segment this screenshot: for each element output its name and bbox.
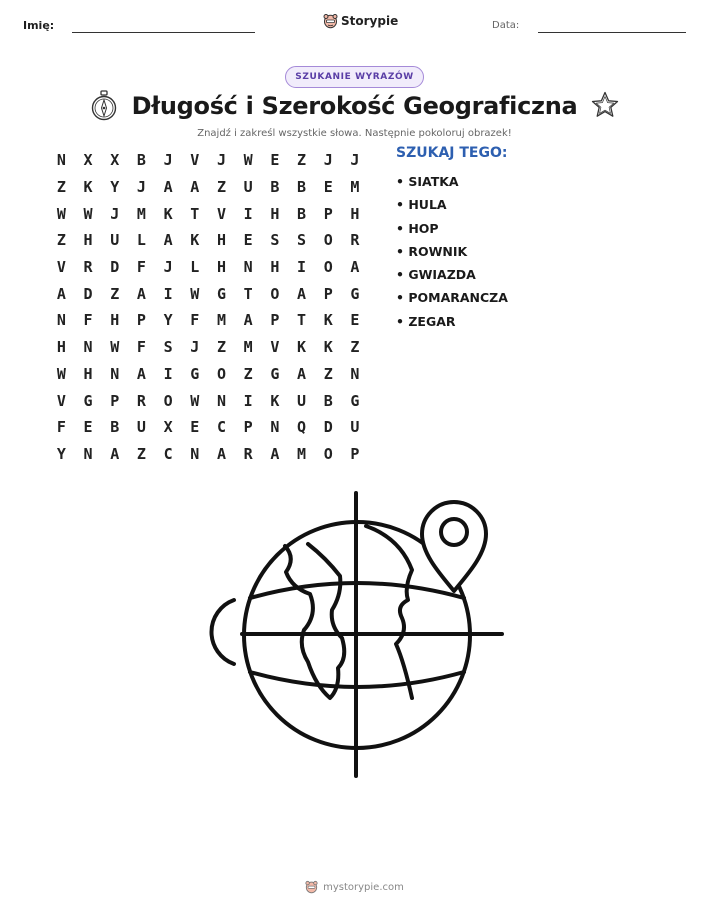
grid-cell: G: [350, 284, 360, 303]
grid-cell: K: [270, 391, 280, 410]
grid-cell: A: [163, 178, 173, 197]
grid-cell: W: [190, 284, 200, 303]
grid-cell: Z: [56, 178, 66, 197]
grid-cell: U: [297, 391, 307, 410]
globe-with-location-pin-icon: [190, 488, 510, 783]
grid-cell: A: [136, 364, 146, 383]
grid-cell: G: [270, 364, 280, 383]
grid-cell: P: [110, 391, 120, 410]
grid-cell: O: [163, 391, 173, 410]
grid-cell: H: [56, 338, 66, 357]
grid-cell: P: [350, 444, 360, 463]
grid-cell: J: [163, 258, 173, 277]
grid-cell: Z: [323, 364, 333, 383]
grid-cell: X: [83, 151, 93, 170]
grid-cell: V: [56, 258, 66, 277]
grid-cell: W: [56, 204, 66, 223]
grid-cell: W: [243, 151, 253, 170]
grid-cell: P: [270, 311, 280, 330]
grid-cell: J: [110, 204, 120, 223]
grid-cell: H: [350, 204, 360, 223]
grid-cell: B: [270, 178, 280, 197]
grid-cell: G: [190, 364, 200, 383]
grid-cell: I: [163, 284, 173, 303]
grid-cell: W: [56, 364, 66, 383]
grid-cell: H: [216, 231, 226, 250]
grid-cell: S: [297, 231, 307, 250]
grid-cell: J: [350, 151, 360, 170]
grid-cell: F: [190, 311, 200, 330]
brand-logo: [323, 13, 398, 29]
grid-cell: O: [323, 231, 333, 250]
word-item: • POMARANCZA: [396, 290, 508, 306]
grid-cell: H: [270, 204, 280, 223]
grid-cell: O: [323, 444, 333, 463]
grid-cell: Q: [297, 418, 307, 437]
word-item: • GWIAZDA: [396, 267, 476, 283]
grid-cell: O: [323, 258, 333, 277]
grid-cell: W: [83, 204, 93, 223]
grid-cell: T: [243, 284, 253, 303]
brand-name: Storypie: [341, 14, 399, 28]
grid-cell: X: [163, 418, 173, 437]
grid-cell: H: [110, 311, 120, 330]
grid-cell: N: [110, 364, 120, 383]
grid-cell: W: [190, 391, 200, 410]
grid-cell: D: [323, 418, 333, 437]
grid-cell: V: [190, 151, 200, 170]
grid-cell: I: [297, 258, 307, 277]
word-item: • HULA: [396, 197, 447, 213]
grid-cell: L: [136, 231, 146, 250]
grid-cell: A: [190, 178, 200, 197]
grid-cell: U: [350, 418, 360, 437]
grid-cell: Z: [297, 151, 307, 170]
grid-cell: H: [83, 364, 93, 383]
instructions: Znajdź i zakreśl wszystkie słowa. Następnie pokoloruj obrazek!: [197, 128, 512, 139]
grid-cell: V: [216, 204, 226, 223]
grid-cell: F: [136, 338, 146, 357]
grid-cell: B: [110, 418, 120, 437]
grid-cell: W: [110, 338, 120, 357]
grid-cell: J: [216, 151, 226, 170]
grid-cell: N: [243, 258, 253, 277]
grid-cell: A: [216, 444, 226, 463]
grid-cell: D: [83, 284, 93, 303]
category-badge: SZUKANIE WYRAZÓW: [285, 66, 424, 88]
grid-cell: E: [83, 418, 93, 437]
grid-cell: M: [297, 444, 307, 463]
grid-cell: N: [56, 151, 66, 170]
grid-cell: Y: [110, 178, 120, 197]
grid-cell: P: [136, 311, 146, 330]
grid-cell: K: [323, 338, 333, 357]
grid-cell: H: [270, 258, 280, 277]
grid-cell: F: [56, 418, 66, 437]
grid-cell: Z: [216, 178, 226, 197]
grid-cell: T: [297, 311, 307, 330]
grid-cell: E: [350, 311, 360, 330]
footer-url: mystorypie.com: [323, 881, 404, 893]
grid-cell: M: [136, 204, 146, 223]
grid-cell: P: [323, 284, 333, 303]
grid-cell: N: [350, 364, 360, 383]
grid-cell: E: [323, 178, 333, 197]
word-item: • ROWNIK: [396, 243, 468, 259]
grid-cell: J: [136, 178, 146, 197]
grid-cell: D: [110, 258, 120, 277]
grid-cell: S: [270, 231, 280, 250]
grid-cell: N: [190, 444, 200, 463]
grid-cell: R: [136, 391, 146, 410]
grid-cell: X: [110, 151, 120, 170]
grid-cell: V: [270, 338, 280, 357]
grid-cell: Z: [350, 338, 360, 357]
word-item: • ZEGAR: [396, 313, 456, 329]
grid-cell: I: [243, 204, 253, 223]
word-search-grid: [48, 147, 368, 467]
grid-cell: C: [216, 418, 226, 437]
grid-cell: J: [163, 151, 173, 170]
grid-cell: A: [297, 284, 307, 303]
grid-cell: E: [190, 418, 200, 437]
grid-cell: Z: [136, 444, 146, 463]
grid-cell: K: [190, 231, 200, 250]
grid-cell: H: [83, 231, 93, 250]
word-item: • HOP: [396, 220, 439, 236]
grid-cell: K: [323, 311, 333, 330]
grid-cell: T: [190, 204, 200, 223]
date-label: Data:: [492, 20, 520, 31]
grid-cell: G: [216, 284, 226, 303]
grid-cell: A: [243, 311, 253, 330]
grid-cell: P: [323, 204, 333, 223]
grid-cell: F: [83, 311, 93, 330]
grid-cell: M: [216, 311, 226, 330]
grid-cell: K: [83, 178, 93, 197]
grid-cell: N: [83, 338, 93, 357]
grid-cell: Z: [110, 284, 120, 303]
grid-cell: K: [163, 204, 173, 223]
grid-cell: Z: [216, 338, 226, 357]
name-label: Imię:: [23, 19, 55, 32]
grid-cell: R: [83, 258, 93, 277]
grid-cell: E: [270, 151, 280, 170]
grid-cell: A: [270, 444, 280, 463]
grid-cell: U: [110, 231, 120, 250]
grid-cell: S: [163, 338, 173, 357]
grid-cell: R: [350, 231, 360, 250]
grid-cell: Z: [243, 364, 253, 383]
grid-cell: J: [323, 151, 333, 170]
grid-cell: G: [350, 391, 360, 410]
grid-cell: N: [83, 444, 93, 463]
grid-cell: M: [350, 178, 360, 197]
grid-cell: I: [163, 364, 173, 383]
word-list: [396, 170, 508, 333]
grid-cell: J: [190, 338, 200, 357]
storypie-mascot-icon: [323, 13, 338, 29]
footer: [0, 880, 709, 894]
grid-cell: A: [110, 444, 120, 463]
grid-cell: U: [136, 418, 146, 437]
grid-cell: V: [56, 391, 66, 410]
grid-cell: R: [243, 444, 253, 463]
grid-cell: N: [216, 391, 226, 410]
name-line: [72, 32, 255, 33]
grid-cell: Y: [163, 311, 173, 330]
grid-cell: O: [216, 364, 226, 383]
grid-cell: I: [243, 391, 253, 410]
grid-cell: G: [83, 391, 93, 410]
grid-cell: B: [323, 391, 333, 410]
page-title: Długość i Szerokość Geograficzna: [131, 92, 578, 120]
grid-cell: B: [136, 151, 146, 170]
grid-cell: H: [216, 258, 226, 277]
grid-cell: B: [297, 178, 307, 197]
star-icon: [590, 90, 620, 120]
grid-cell: K: [297, 338, 307, 357]
grid-cell: N: [56, 311, 66, 330]
grid-cell: F: [136, 258, 146, 277]
grid-cell: B: [297, 204, 307, 223]
grid-cell: Z: [56, 231, 66, 250]
grid-cell: N: [270, 418, 280, 437]
grid-cell: A: [136, 284, 146, 303]
grid-cell: P: [243, 418, 253, 437]
word-item: • SIATKA: [396, 174, 459, 189]
grid-cell: Y: [56, 444, 66, 463]
grid-cell: A: [297, 364, 307, 383]
grid-cell: U: [243, 178, 253, 197]
grid-cell: C: [163, 444, 173, 463]
grid-cell: A: [163, 231, 173, 250]
grid-cell: L: [190, 258, 200, 277]
grid-cell: O: [270, 284, 280, 303]
grid-cell: E: [243, 231, 253, 250]
storypie-mascot-icon: [305, 880, 318, 894]
grid-cell: A: [56, 284, 66, 303]
grid-cell: A: [350, 258, 360, 277]
grid-cell: M: [243, 338, 253, 357]
word-list-heading: SZUKAJ TEGO:: [396, 145, 508, 161]
date-line: [538, 32, 686, 33]
